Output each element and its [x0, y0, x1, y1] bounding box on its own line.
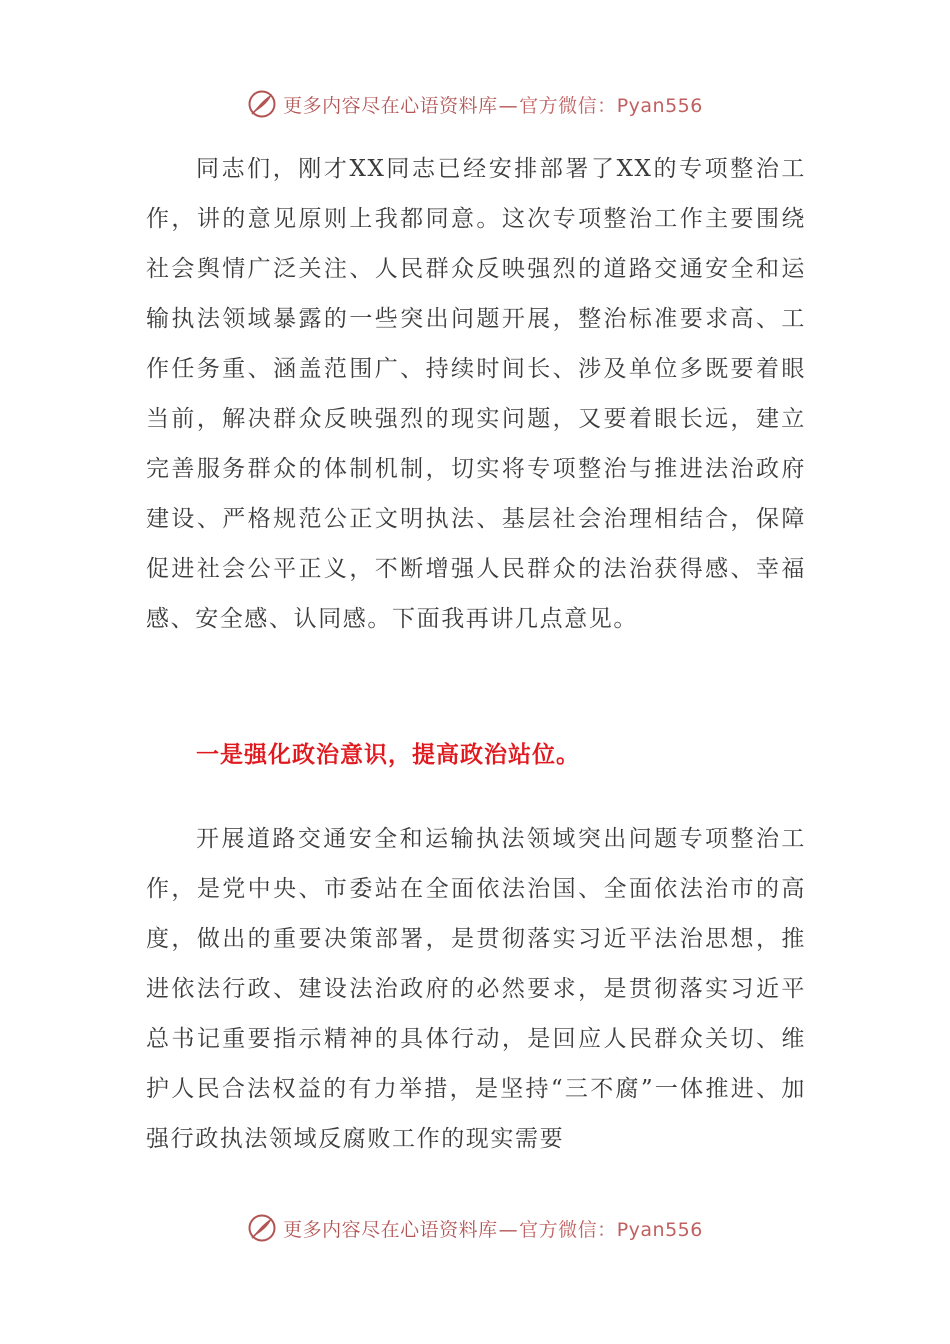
- watermark-handle: Pyan556: [616, 1218, 703, 1241]
- document-body-1: [146, 144, 806, 644]
- watermark-separator: —: [498, 94, 519, 117]
- watermark-brand: 更多内容尽在心语资料库: [283, 94, 498, 117]
- watermark-handle: Pyan556: [616, 94, 703, 117]
- paragraph: 同志们，刚才XX同志已经安排部署了XX的专项整治工作，讲的意见原则上我都同意。这次专项整治工作主要围绕社会舆情广泛关注、人民群众反映强烈的道路交通安全和运输执法领域暴露的一些突出问题开展，整治标准要求高、工作任务重、涵盖范围广、持续时间长、涉及单位多既要着眼当前，解决群众反映强烈的现实问题，又要着眼长远，建立完善服务群众的体制机制，切实将专项整治与推进法治政府建设、严格规范公正文明执法、基层社会治理相结合，保障促进社会公平正义，不断增强人民群众的法治获得感、幸福感、安全感、认同感。下面我再讲几点意见。: [146, 156, 806, 632]
- watermark-banner-bottom: [0, 1208, 950, 1248]
- watermark-wechat-label: 官方微信：: [519, 1218, 617, 1241]
- watermark-banner-top: [0, 84, 950, 124]
- watermark-text: [283, 1215, 703, 1242]
- document-body-2: [146, 814, 806, 1164]
- section-heading: 一是强化政治意识，提高政治站位。: [196, 742, 580, 768]
- watermark-brand: 更多内容尽在心语资料库: [283, 1218, 498, 1241]
- quill-logo-icon: [247, 89, 277, 119]
- watermark-wechat-label: 官方微信：: [519, 94, 617, 117]
- quill-logo-icon: [247, 1213, 277, 1243]
- watermark-separator: —: [498, 1218, 519, 1241]
- watermark-text: [283, 91, 703, 118]
- paragraph: 开展道路交通安全和运输执法领域突出问题专项整治工作，是党中央、市委站在全面依法治国、全面依法治市的高度，做出的重要决策部署，是贯彻落实习近平法治思想，推进依法行政、建设法治政府的必然要求，是贯彻落实习近平总书记重要指示精神的具体行动，是回应人民群众关切、维护人民合法权益的有力举措，是坚持“三不腐”一体推进、加强行政执法领域反腐败工作的现实需要: [146, 826, 806, 1152]
